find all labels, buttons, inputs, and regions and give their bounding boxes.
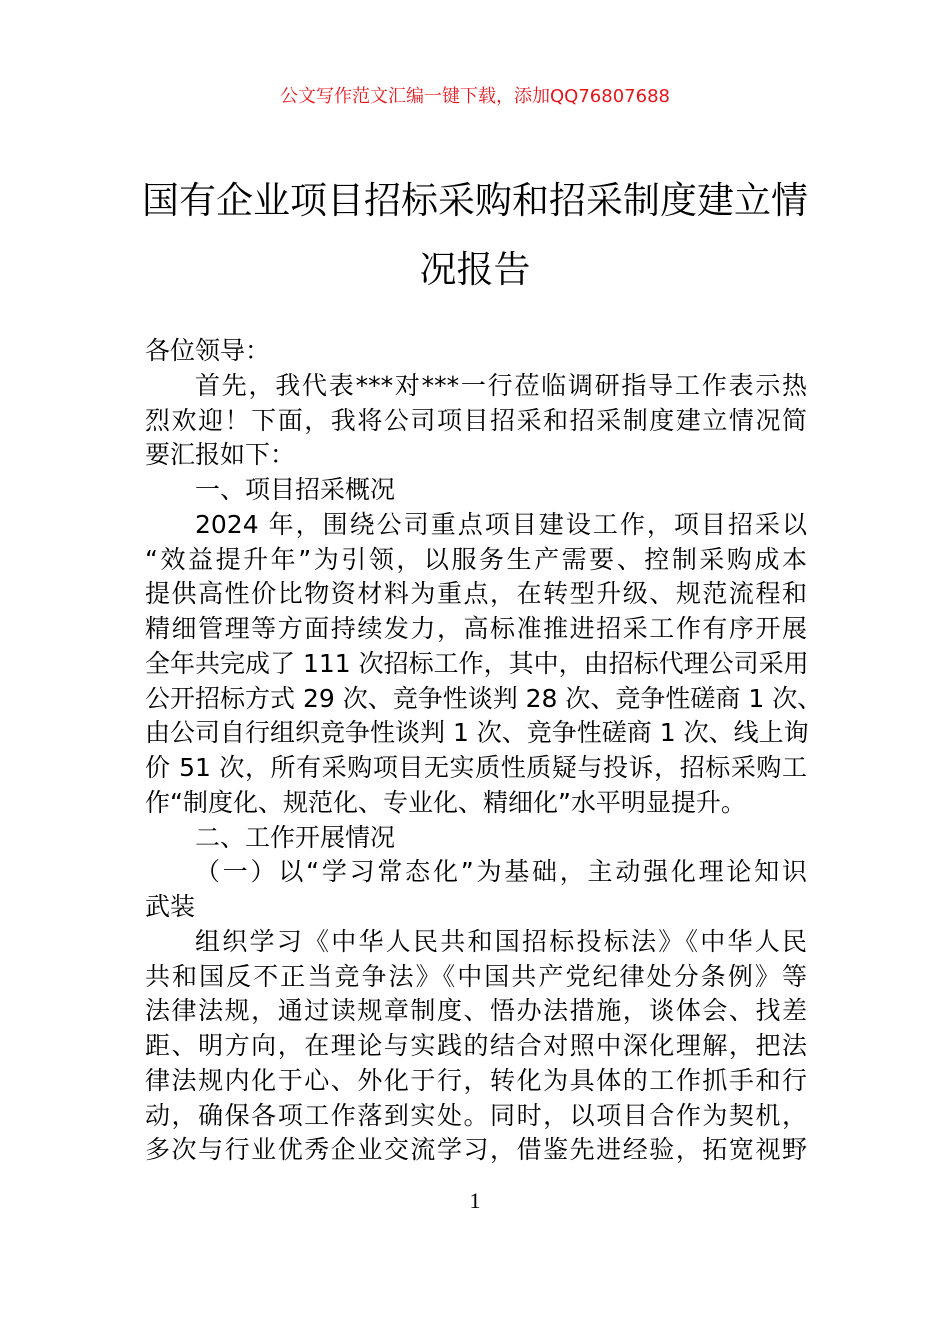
watermark-banner: 公文写作范文汇编一键下载，添加QQ76807688 [280,86,670,107]
text-line: 公开招标方式 29 次、竞争性谈判 28 次、竞争性磋商 1 次、 [145,683,823,713]
text-line: 各位领导： [145,336,271,365]
text-line: 共和国反不正当竞争法》《中国共产党纪律处分条例》等 [145,961,807,991]
text-line: 律法规内化于心、外化于行，转化为具体的工作抓手和行 [145,1065,807,1095]
text-line: 首先，我代表***对***一行莅临调研指导工作表示热 [195,370,807,400]
text-line: （一）以“学习常态化”为基础，主动强化理论知识 [195,857,807,887]
text-line: 全年共完成了 111 次招标工作，其中，由招标代理公司采用 [145,648,809,678]
text-line: 距、明方向，在理论与实践的结合对照中深化理解，把法 [145,1031,807,1060]
text-line: 由公司自行组织竞争性谈判 1 次、竞争性磋商 1 次、线上询 [145,718,809,748]
text-line: 烈欢迎！下面，我将公司项目招采和招采制度建立情况简 [145,405,807,435]
text-line: 二、工作开展情况 [195,822,396,852]
text-line: 精细管理等方面持续发力，高标准推进招采工作有序开展 [145,614,807,643]
text-line: 一、项目招采概况 [195,475,396,504]
text-line: “效益提升年”为引领，以服务生产需要、控制采购成本 [145,544,807,574]
text-line: 动，确保各项工作落到实处。同时，以项目合作为契机， [145,1100,807,1130]
text-line: 多次与行业优秀企业交流学习，借鉴先进经验，拓宽视野 [145,1135,807,1165]
page-number: 1 [469,1188,481,1213]
text-line: 提供高性价比物资材料为重点，在转型升级、规范流程和 [145,579,807,609]
text-line: 要汇报如下： [145,440,296,470]
text-line: 价 51 次，所有采购项目无实质性质疑与投诉，招标采购工 [145,753,807,782]
text-line: 2024 年，围绕公司重点项目建设工作，项目招采以 [195,509,807,539]
text-line: 作“制度化、规范化、专业化、精细化”水平明显提升。 [145,787,746,817]
document-body [145,334,823,1168]
text-line: 法律法规，通过读规章制度、悟办法措施，谈体会、找差 [145,996,807,1026]
document-title: 国有企业项目招标采购和招采制度建立情况报告 [142,179,808,291]
text-line: 组织学习《中华人民共和国招标投标法》《中华人民 [195,926,807,956]
text-line: 武装 [145,892,196,921]
